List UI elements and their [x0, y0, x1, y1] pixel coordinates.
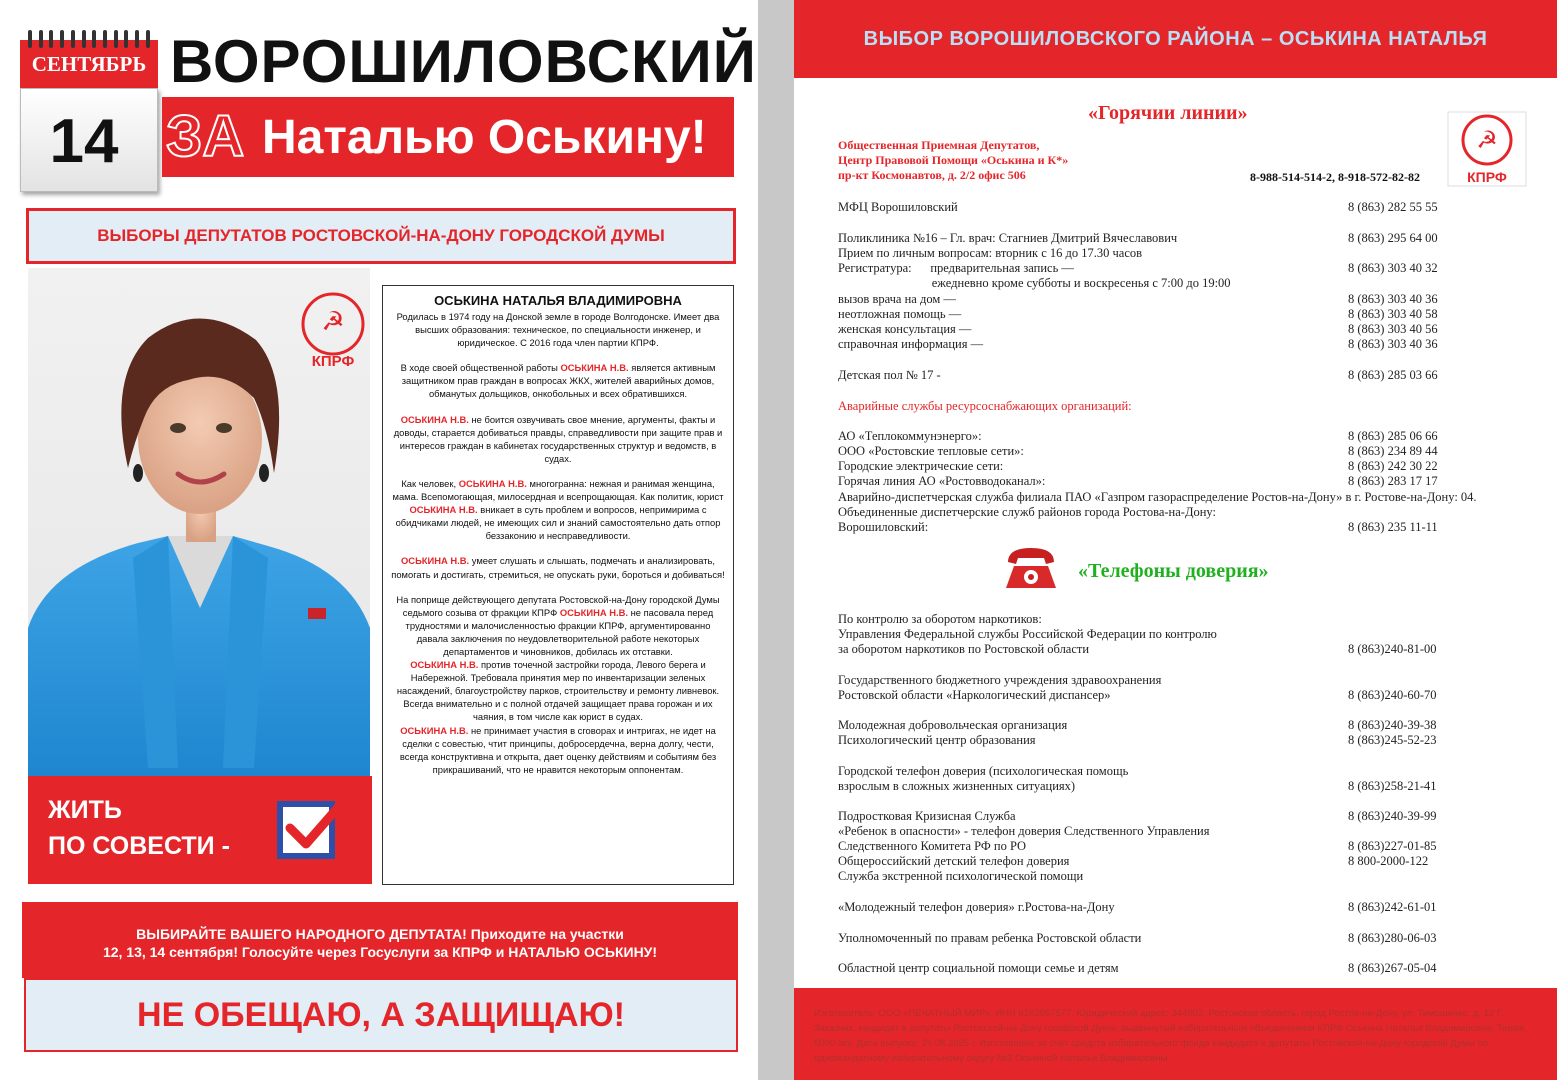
hotline-row	[838, 246, 1498, 261]
kprf-logo-right	[1446, 110, 1528, 188]
bio-paragraph-1: Родилась в 1974 году на Донской земле в городе Волгодонске. Имеет два высших образования: техническое, по специальности инженер, и юридическое. С 2016 года член партии КПРФ.	[396, 311, 720, 349]
hotline-phone: 8 (863) 303 40 58	[1348, 307, 1438, 321]
trust-phone-label: Областной центр социальной помощи семье и детям	[838, 961, 1119, 975]
kprf-logo-text: КПРФ	[311, 353, 355, 370]
hotline-label: Ворошиловский:	[838, 520, 929, 534]
back-header-title: ВЫБОР ВОРОШИЛОВСКОГО РАЙОНА – ОСЬКИНА НАТАЛЬЯ	[863, 28, 1488, 50]
trust-phone-row	[838, 839, 1498, 854]
hotline-row	[838, 399, 1498, 414]
bio-name: ОСЬКИНА НАТАЛЬЯ ВЛАДИМИРОВНА	[434, 293, 682, 308]
trust-phone-label: «Молодежный телефон доверия» г.Ростова-на-Дону	[838, 900, 1115, 914]
trust-phone-phone: 8 (863)227-01-85	[1348, 839, 1437, 853]
hotline-row	[838, 368, 1498, 383]
calendar-rings	[28, 30, 150, 48]
reception-office: Общественная Приемная Депутатов, Центр Правовой Помощи «Оськина и К*» пр-кт Космонавтов, д. 2/2 офис 506	[838, 138, 1069, 182]
trust-phone-row	[838, 900, 1498, 915]
trust-phone-label: Уполномоченный по правам ребенка Ростовской области	[838, 931, 1142, 945]
trust-phones-title: «Телефоны доверия»	[1078, 560, 1269, 582]
calendar-month: СЕНТЯБРЬ	[20, 40, 158, 88]
hotline-row	[838, 520, 1498, 535]
hotline-label: женская консультация —	[838, 322, 972, 336]
imprint-text: Изготовитель: ООО «ПЕЧАТНЫЙ МИР», ИНН 6163057577. Юридический адрес: 344002, Ростовская область, город Ростов-на-Дону, ул. Тимошенко, д. 12 Г. Заказчик: кандидат в депутаты Ростовской-на-Дону городской Думы, выдвинутый избирательным объединением КПРФ Оськина Наталья Владимировна. Тираж 5000 экз. Дата выпуска: 25.08.2025 г. Изготовлено за счет средств избирательного фонда кандидата в депутаты Ростовской-на-Дону городской Думы по одномандатному избирательному округу №3 Оськиной Натальи Владимировны.	[814, 1008, 1525, 1064]
svg-text:☭: ☭	[321, 307, 345, 337]
trust-phone-phone: 8 (863)242-61-01	[1348, 900, 1437, 914]
hotline-row	[838, 261, 1498, 276]
reception-phones: 8-988-514-514-2, 8-918-572-82-82	[1250, 170, 1420, 184]
trust-phone-phone: 8 (863)245-52-23	[1348, 733, 1437, 747]
candidate-name-headline: Наталью Оськину!	[262, 111, 707, 164]
promise-slogan: НЕ ОБЕЩАЮ, А ЗАЩИЩАЮ!	[24, 978, 738, 1052]
trust-phone-label: Городской телефон доверия (психологическая помощь	[838, 764, 1129, 778]
trust-phone-label: Служба экстренной психологической помощи	[838, 869, 1084, 883]
candidate-biography	[382, 285, 734, 885]
trust-phone-label: взрослым в сложных жизненных ситуациях)	[838, 779, 1076, 793]
hotline-label: Регистратура: предварительная запись —	[838, 261, 1074, 275]
za-word: ЗА	[166, 104, 245, 169]
trust-phone-label: Подростковая Кризисная Служба	[838, 809, 1016, 823]
calendar	[20, 30, 158, 192]
phone-icon	[1002, 540, 1060, 592]
hotline-label: МФЦ Ворошиловский	[838, 200, 958, 214]
trust-phone-label: Молодежная добровольческая организация	[838, 718, 1068, 732]
hotline-row	[838, 200, 1498, 215]
hotline-label: неотложная помощь —	[838, 307, 962, 321]
trust-phone-label: Психологический центр образования	[838, 733, 1036, 747]
trust-phone-label: Общероссийский детский телефон доверия	[838, 854, 1070, 868]
hotline-phone: 8 (863) 295 64 00	[1348, 231, 1438, 245]
trust-phone-row	[838, 733, 1498, 748]
hotline-row	[838, 505, 1498, 520]
hotline-phone: 8 (863) 285 03 66	[1348, 368, 1438, 382]
trust-phone-phone: 8 800-2000-122	[1348, 854, 1429, 868]
trust-phone-row	[838, 809, 1498, 824]
trust-phone-phone: 8 (863)258-21-41	[1348, 779, 1437, 793]
trust-phone-label: Ростовской области «Наркологический диспансер»	[838, 688, 1111, 702]
slogan-line-1: ЖИТЬ	[48, 796, 122, 824]
trust-phone-phone: 8 (863)240-39-38	[1348, 718, 1437, 732]
hotline-phone: 8 (863) 303 40 32	[1348, 261, 1438, 275]
trust-phone-phone: 8 (863)240-60-70	[1348, 688, 1437, 702]
trust-phone-label: «Ребенок в опасности» - телефон доверия Следственного Управления	[838, 824, 1210, 838]
trust-phone-row	[838, 854, 1498, 869]
hotline-phone: 8 (863) 285 06 66	[1348, 429, 1438, 443]
trust-phone-row	[838, 642, 1498, 657]
trust-phone-phone: 8 (863)280-06-03	[1348, 931, 1437, 945]
hotline-phone: 8 (863) 303 40 36	[1348, 292, 1438, 306]
trust-phone-row	[838, 673, 1498, 688]
leaflet-back	[794, 0, 1557, 1080]
hotline-label: Аварийные службы ресурсоснабжающих организаций:	[838, 399, 1132, 413]
hotline-label: Аварийно-диспетчерская служба филиала ПАО «Газпром газораспределение Ростов-на-Дону» в г. Ростове-на-Дону: 04.	[838, 490, 1477, 504]
call-to-action-line-1: ВЫБИРАЙТЕ ВАШЕГО НАРОДНОГО ДЕПУТАТА! Приходите на участки	[136, 926, 624, 942]
hotline-row	[838, 337, 1498, 352]
hotline-label: Детская пол № 17 -	[838, 368, 941, 382]
kprf-logo	[292, 290, 374, 370]
trust-phone-row	[838, 764, 1498, 779]
hotline-phone: 8 (863) 283 17 17	[1348, 474, 1438, 488]
hotline-label: ежедневно кроме субботы и воскресенья с 7:00 до 19:00	[838, 276, 1231, 290]
bio-paragraph-8: ОСЬКИНА Н.В. не принимает участия в сговорах и интригах, не идет на сделки с совестью, чтит принципы, добросердечна, верна долгу, чести, всегда конструктивна и открыта, дает оценку действиям и событиям без прикрашиваний, что не нравится некоторым оппонентам.	[399, 724, 717, 775]
svg-text:☭: ☭	[1476, 126, 1498, 154]
hotline-row	[838, 322, 1498, 337]
trust-phone-phone: 8 (863)240-39-99	[1348, 809, 1437, 823]
hotline-phone: 8 (863) 242 30 22	[1348, 459, 1438, 473]
hotline-label: ООО «Ростовские тепловые сети»:	[838, 444, 1024, 458]
bio-paragraph-2: В ходе своей общественной работы ОСЬКИНА Н.В. является активным защитником прав граждан в вопросах ЖКХ, жителей аварийных домов, обманутых дольщиков, онкобольных и всех обратившихся.	[400, 362, 716, 400]
trust-phone-phone: 8 (863)267-05-04	[1348, 961, 1437, 975]
call-to-action-line-2: 12, 13, 14 сентября! Голосуйте через Госуслуги за КПРФ и НАТАЛЬЮ ОСЬКИНУ!	[102, 944, 658, 960]
hotlines-title: «Горячии линии»	[1088, 102, 1248, 124]
trust-phone-row	[838, 869, 1498, 884]
hotline-row	[838, 231, 1498, 246]
bio-paragraph-3: ОСЬКИНА Н.В. не боится озвучивать свое мнение, аргументы, факты и доводы, старается добиваться правды, справедливости при защите прав и интересов граждан в кабинетах государственных структур и ведомств, в судах.	[393, 413, 723, 464]
hotline-phone: 8 (863) 235 11-11	[1348, 520, 1438, 534]
bio-paragraph-5: ОСЬКИНА Н.В. умеет слушать и слышать, подмечать и анализировать, помогать и достигать, стремиться, не опускать руки, бороться и добиваться!	[391, 555, 725, 580]
trust-phone-label: Государственного бюджетного учреждения здравоохранения	[838, 673, 1162, 687]
hotline-label: Горячая линия АО «Ростовводоканал»:	[838, 474, 1046, 488]
hotline-label: Прием по личным вопросам: вторник с 16 до 17.30 часов	[838, 246, 1143, 260]
hotline-label: АО «Теплокоммунэнерго»:	[838, 429, 982, 443]
hotline-row	[838, 444, 1498, 459]
leaflet-front	[0, 0, 758, 1080]
hotline-label: Городские электрические сети:	[838, 459, 1004, 473]
trust-phone-row	[838, 612, 1498, 627]
trust-phone-label: за оборотом наркотиков по Ростовской области	[838, 642, 1090, 656]
trust-phone-row	[838, 627, 1498, 642]
slogan-line-2: ПО СОВЕСТИ -	[48, 832, 230, 860]
trust-phone-label: Управления Федеральной службы Российской Федерации по контролю	[838, 627, 1217, 641]
hotline-phone: 8 (863) 234 89 44	[1348, 444, 1438, 458]
bio-paragraph-6: На поприще действующего депутата Ростовской-на-Дону городской Думы седьмого созыва от фракции КПРФ ОСЬКИНА Н.В. не пасовала перед трудностями и малочисленностью фракции КПРФ, аргументированно давала заключения по неудовлетворительной работе некоторых департаментов и чиновников, добилась их отставки.	[396, 593, 720, 657]
hotline-label: Объединенные диспетчерские служб районов города Ростова-на-Дону:	[838, 505, 1216, 519]
hotline-label: справочная информация —	[838, 337, 984, 351]
trust-phone-row	[838, 931, 1498, 946]
hotline-row	[838, 490, 1498, 505]
trust-phone-row	[838, 688, 1498, 703]
trust-phone-row	[838, 961, 1498, 976]
hotline-phone: 8 (863) 282 55 55	[1348, 200, 1438, 214]
trust-phone-row	[838, 779, 1498, 794]
bio-paragraph-7: ОСЬКИНА Н.В. против точечной застройки города, Левого берега и Набережной. Требовала принятия мер по инвентаризации зеленых насаждений, благоустройству парков, строительству и ремонту ливневок. Всегда внимательно и с полной отдачей защищает права горожан и их чаяния, в том числе как юрист в судах.	[396, 659, 720, 723]
hotline-row	[838, 307, 1498, 322]
hotline-label: Поликлиника №16 – Гл. врач: Стагниев Дмитрий Вячеславович	[838, 231, 1178, 245]
trust-phone-row	[838, 718, 1498, 733]
trust-phone-label: По контролю за оборотом наркотиков:	[838, 612, 1042, 626]
hotline-row	[838, 292, 1498, 307]
bio-paragraph-4: Как человек, ОСЬКИНА Н.В. многогранна: нежная и ранимая женщина, мама. Всепомогающая, милосердная и всепрощающая. Как политик, юрист ОСЬКИНА Н.В. вникает в суть проблем и вопросов, непримирима с обидчиками людей, не имеющих сил и знаний самостоятельно дать отпор беззаконию и несправедливости.	[392, 477, 724, 542]
trust-phone-phone: 8 (863)240-81-00	[1348, 642, 1437, 656]
hotline-row	[838, 276, 1498, 291]
checkbox-icon	[276, 792, 354, 862]
hotline-row	[838, 429, 1498, 444]
trust-phone-row	[838, 824, 1498, 839]
elections-title: ВЫБОРЫ ДЕПУТАТОВ РОСТОВСКОЙ-НА-ДОНУ ГОРОДСКОЙ ДУМЫ	[26, 208, 736, 264]
hotline-phone: 8 (863) 303 40 36	[1348, 337, 1438, 351]
district-title: ВОРОШИЛОВСКИЙ	[170, 28, 757, 95]
hotline-row	[838, 459, 1498, 474]
kprf-logo-right-text: КПРФ	[1467, 169, 1507, 185]
trust-phone-label: Следственного Комитета РФ по РО	[838, 839, 1027, 853]
hotline-phone: 8 (863) 303 40 56	[1348, 322, 1438, 336]
hotline-row	[838, 474, 1498, 489]
hotline-label: вызов врача на дом —	[838, 292, 956, 306]
calendar-day: 14	[49, 107, 119, 176]
